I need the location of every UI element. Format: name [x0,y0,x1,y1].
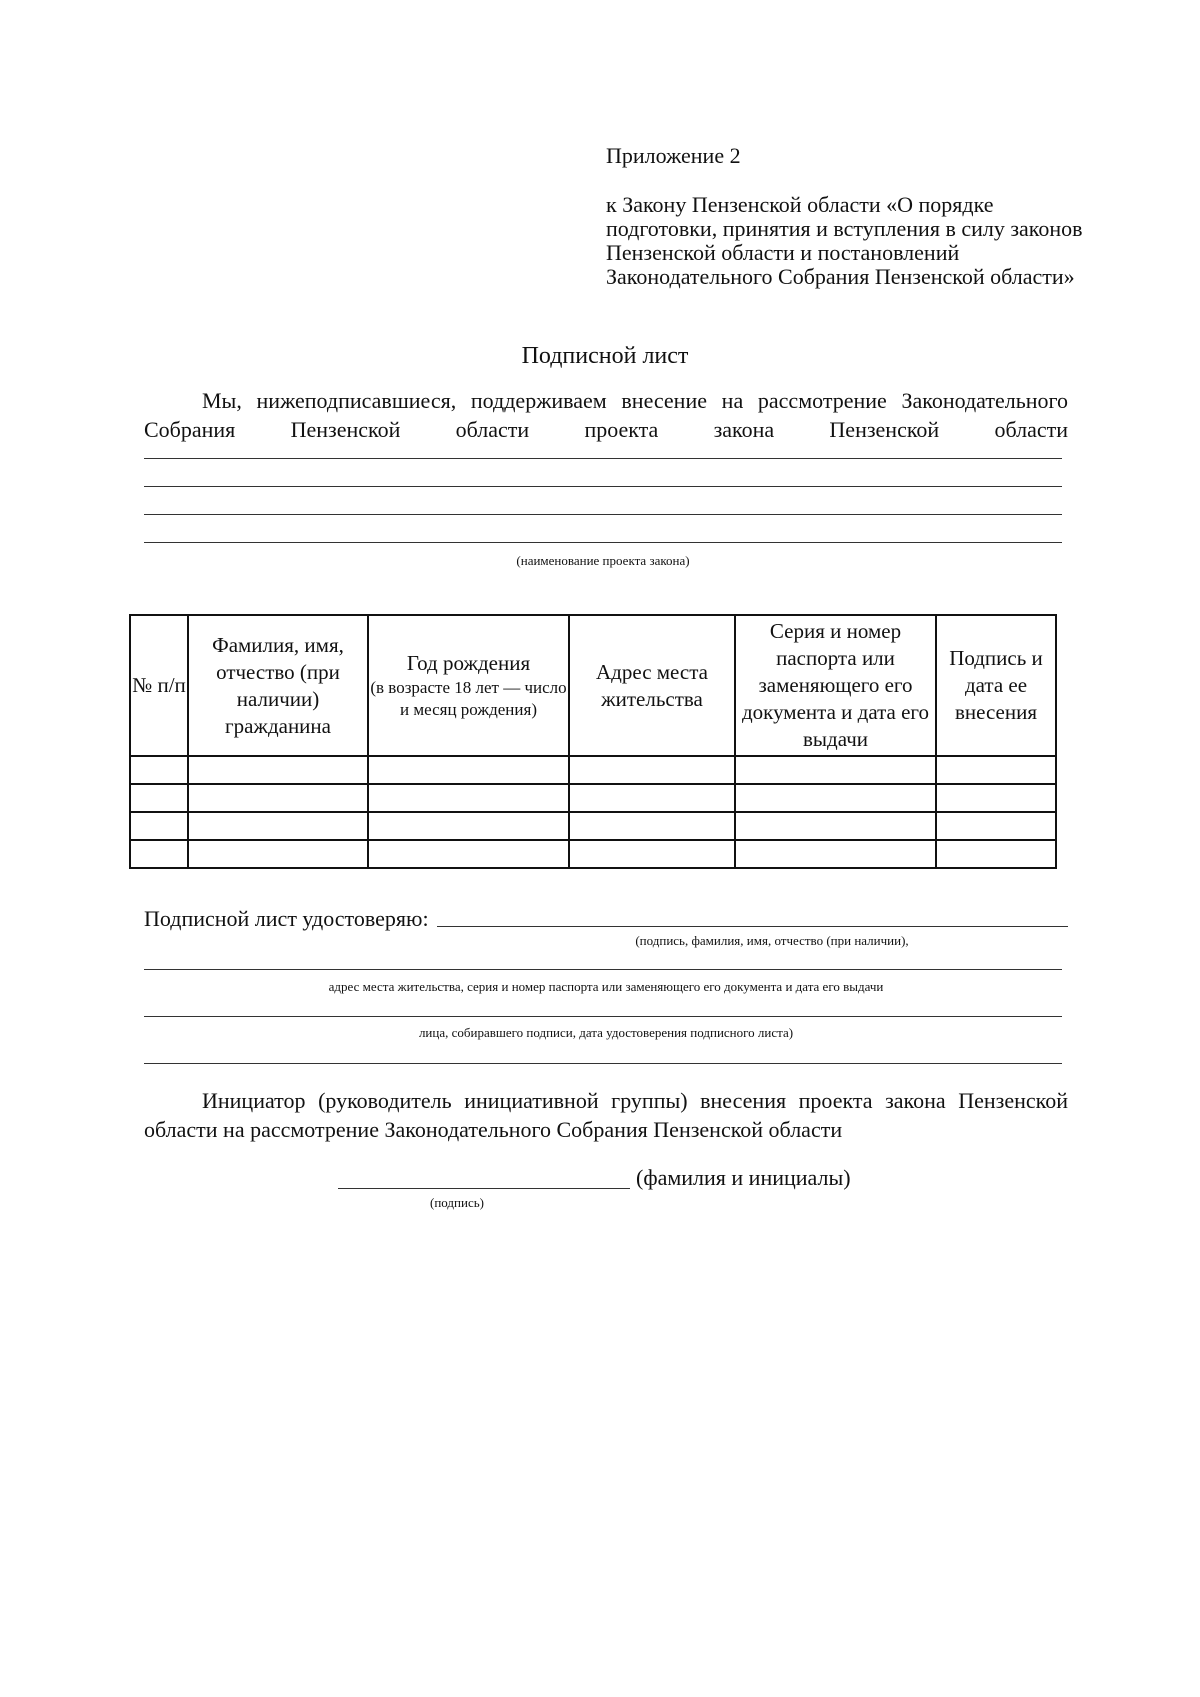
table-cell [188,756,368,784]
intro-paragraph: Мы, нижеподписавшиеся, поддерживаем внесение на рассмотрение Законодательного Собрания Пензенской области проекта закона Пензенской области [144,388,1068,442]
table-cell [368,812,569,840]
table-cell [569,756,735,784]
table-cell [368,784,569,812]
col-birth-title: Год рождения [406,651,531,675]
col-passport-header: Серия и номер паспорта или заменяющего его документа и дата его выдачи [735,615,936,756]
col-birth-note: (в возрасте 18 лет — число и месяц рождения) [370,678,567,719]
table-cell [188,812,368,840]
certify-caption-3: лица, собиравшего подписи, дата удостоверения подписного листа) [418,1025,794,1040]
table-cell [130,756,188,784]
bill-name-line-1 [144,458,1062,459]
initiator-signature-line [338,1188,630,1189]
document-title: Подписной лист [521,343,689,369]
table-row [130,756,1056,784]
table-cell [130,812,188,840]
initiator-name-label: (фамилия и инициалы) [636,1165,851,1190]
bill-name-line-2 [144,486,1062,487]
table-cell [368,840,569,868]
annex-reference: к Закону Пензенской области «О порядке подготовки, принятия и вступления в силу законов Пензенской области и постановлений Законодательного Собрания Пензенской области» [606,192,1083,289]
table-cell [569,784,735,812]
initiator-paragraph: Инициатор (руководитель инициативной группы) внесения проекта закона Пензенской области на рассмотрение Законодательного Собрания Пензенской области [144,1088,1068,1142]
table-cell [569,840,735,868]
certify-line [144,905,1068,933]
table-cell [569,812,735,840]
table-row [130,784,1056,812]
col-number-header: № п/п [130,615,188,756]
table-cell [130,784,188,812]
table-header-row [130,615,1056,756]
col-signature-header: Подпись и дата ее внесения [936,615,1056,756]
col-name-header: Фамилия, имя, отчество (при наличии) гражданина [188,615,368,756]
certify-caption-2: адрес места жительства, серия и номер паспорта или заменяющего его документа и дата его выдачи [328,979,884,994]
table-cell [936,756,1056,784]
annex-title: Приложение 2 [606,143,741,168]
table-cell [735,812,936,840]
certify-caption-1: (подпись, фамилия, имя, отчество (при наличии), [635,933,909,948]
table-cell [936,812,1056,840]
signatures-table [129,614,1057,869]
bill-name-line-3 [144,514,1062,515]
table-cell [735,756,936,784]
table-cell [735,840,936,868]
table-row [130,812,1056,840]
table-cell [188,784,368,812]
table-cell [936,840,1056,868]
certify-line-2 [144,969,1062,970]
bill-name-caption: (наименование проекта закона) [516,553,690,568]
certify-line-3 [144,1016,1062,1017]
certify-fill-line [437,926,1068,927]
table-cell [735,784,936,812]
table-row [130,840,1056,868]
certify-line-4 [144,1063,1062,1064]
table-cell [130,840,188,868]
col-address-header: Адрес места жительства [569,615,735,756]
table-cell [936,784,1056,812]
table-cell [188,840,368,868]
table-cell [368,756,569,784]
signature-caption: (подпись) [430,1195,484,1210]
certify-label: Подписной лист удостоверяю: [144,906,429,931]
col-birth-header [368,615,569,756]
bill-name-line-4 [144,542,1062,543]
